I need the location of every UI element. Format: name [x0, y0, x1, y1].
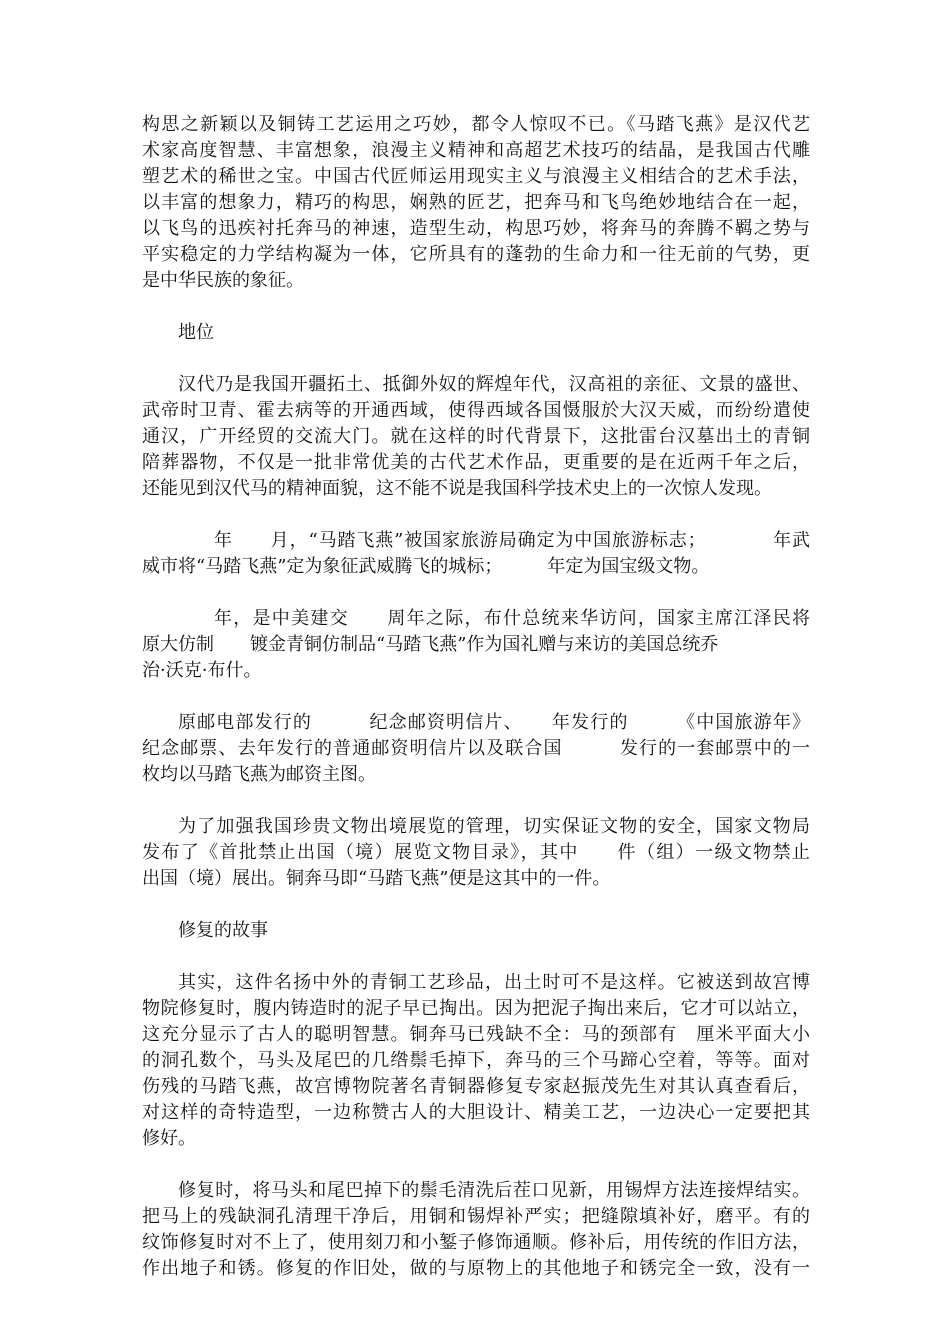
text-line: 这充分显示了古人的聪明智慧。铜奔马已残缺不全：马的颈部有 厘米平面大小	[142, 1024, 810, 1045]
text-line: 平实稳定的力学结构凝为一体，它所具有的蓬勃的生命力和一往无前的气势，更	[142, 244, 810, 265]
text-line: 原邮电部发行的 纪念邮资明信片、 年发行的 《中国旅游年》	[178, 712, 810, 733]
text-line: 修复时，将马头和尾巴掉下的鬃毛清洗后茬口见新，用锡焊方法连接焊结实。	[178, 1180, 810, 1201]
paragraph-export-ban	[142, 814, 810, 892]
text-line: 构思之新颖以及铜铸工艺运用之巧妙，都令人惊叹不已。《马踏飞燕》是汉代艺	[142, 114, 810, 135]
text-line: 为了加强我国珍贵文物出境展览的管理，切实保证文物的安全，国家文物局	[178, 816, 810, 837]
text-line: 年，是中美建交 周年之际，布什总统来华访问，国家主席江泽民将	[214, 608, 810, 629]
text-line: 纪念邮票、去年发行的普通邮资明信片以及联合国 发行的一套邮票中的一	[142, 738, 810, 759]
document-page	[142, 112, 810, 1308]
text-line: 威市将“马踏飞燕”定为象征武威腾飞的城标； 年定为国宝级文物。	[142, 556, 710, 577]
paragraph-stamps	[142, 710, 810, 788]
text-line: 物院修复时，腹内铸造时的泥子早已掏出。因为把泥子掏出来后，它才可以站立，	[142, 998, 810, 1019]
text-line: 塑艺术的稀世之宝。中国古代匠师运用现实主义与浪漫主义相结合的艺术手法，	[142, 166, 810, 187]
text-line: 以丰富的想象力，精巧的构思，娴熟的匠艺，把奔马和飞鸟绝妙地结合在一起，	[142, 192, 810, 213]
text-line: 以飞鸟的迅疾衬托奔马的神速，造型生动，构思巧妙，将奔马的奔腾不羁之势与	[142, 218, 810, 239]
text-line: 原大仿制 镀金青铜仿制品“马踏飞燕”作为国礼赠与来访的美国总统乔	[142, 634, 719, 655]
text-line: 纹饰修复时对不上了，使用刻刀和小錾子修饰通顺。修补后，用传统的作旧方法，	[142, 1232, 810, 1253]
text-line: 发布了《首批禁止出国（境）展览文物目录》，其中 件（组）一级文物禁止	[142, 842, 810, 863]
text-line: 的洞孔数个，马头及尾巴的几绺鬃毛掉下，奔马的三个马蹄心空着，等等。面对	[142, 1050, 810, 1071]
text-line: 术家高度智慧、丰富想象，浪漫主义精神和高超艺术技巧的结晶，是我国古代雕	[142, 140, 810, 161]
text-line: 枚均以马踏飞燕为邮资主图。	[142, 764, 376, 785]
text-line: 其实，这件名扬中外的青铜工艺珍品，出土时可不是这样。它被送到故宫博	[178, 972, 810, 993]
text-line: 汉代乃是我国开疆拓土、抵御外奴的辉煌年代，汉高祖的亲征、文景的盛世、	[178, 374, 810, 395]
text-line: 治·沃克·布什。	[142, 660, 262, 681]
text-line: 陪葬器物，不仅是一批非常优美的古代艺术作品，更重要的是在近两千年之后，	[142, 452, 810, 473]
text-line: 武帝时卫青、霍去病等的开通西域，使得西域各国慑服於大汉天威，而纷纷遣使	[142, 400, 810, 421]
text-line: 是中华民族的象征。	[142, 270, 304, 291]
paragraph-restoration-story	[142, 970, 810, 1152]
section-heading-status: 地位	[178, 322, 214, 343]
text-line: 作出地子和锈。修复的作旧处，做的与原物上的其他地子和锈完全一致，没有一	[142, 1258, 810, 1279]
paragraph-intro	[142, 112, 810, 294]
paragraph-tourism-logo	[142, 528, 810, 580]
text-line: 还能见到汉代马的精神面貌，这不能不说是我国科学技术史上的一次惊人发现。	[142, 478, 772, 499]
text-line: 出国（境）展出。铜奔马即“马踏飞燕”便是这其中的一件。	[142, 868, 611, 889]
text-line: 对这样的奇特造型，一边称赞古人的大胆设计、精美工艺，一边决心一定要把其	[142, 1102, 810, 1123]
paragraph-restoration-method	[142, 1178, 810, 1282]
text-line: 年 月，“马踏飞燕”被国家旅游局确定为中国旅游标志； 年武	[214, 530, 810, 551]
text-line: 修好。	[142, 1128, 196, 1149]
text-line: 通汉，广开经贸的交流大门。就在这样的时代背景下，这批雷台汉墓出土的青铜	[142, 426, 810, 447]
text-line: 把马上的残缺洞孔清理干净后，用铜和锡焊补严实；把缝隙填补好，磨平。有的	[142, 1206, 810, 1227]
text-line: 伤残的马踏飞燕，故宫博物院著名青铜器修复专家赵振茂先生对其认真查看后，	[142, 1076, 810, 1097]
section-heading-restoration: 修复的故事	[178, 920, 268, 941]
paragraph-state-gift	[142, 606, 810, 684]
paragraph-han-history	[142, 372, 810, 502]
